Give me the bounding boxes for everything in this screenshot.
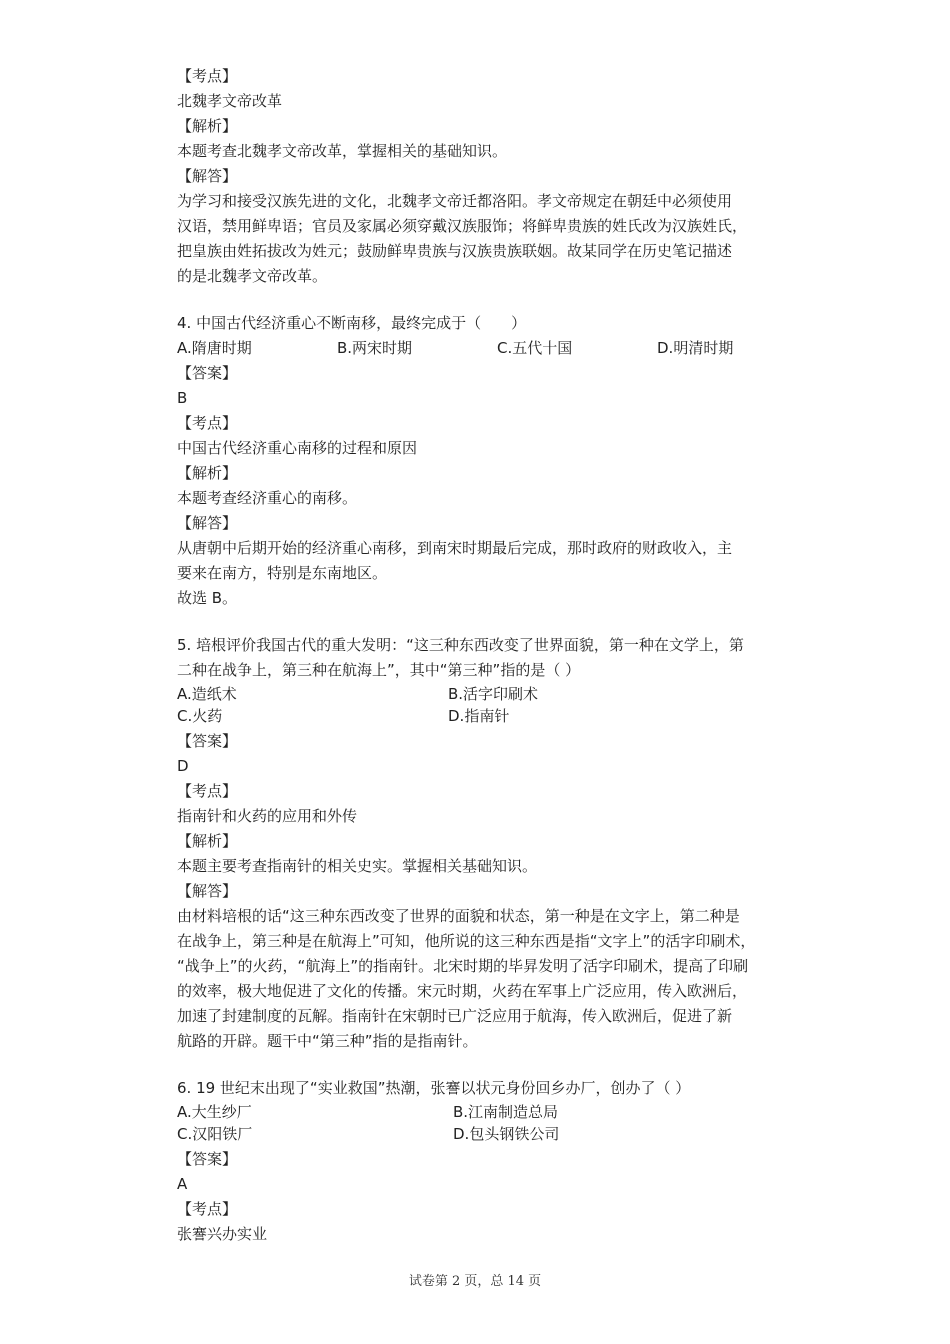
q5-options-row2 — [177, 705, 817, 729]
q3-jieda-line: 汉语，禁用鲜卑语；官员及家属必须穿戴汉族服饰；将鲜卑贵族的姓氏改为汉族姓氏， — [177, 217, 748, 235]
q4-jiexi: 本题考查经济重心的南移。 — [177, 489, 358, 507]
q5-daan: D — [177, 757, 189, 775]
q3-kaodian: 北魏孝文帝改革 — [177, 92, 283, 110]
q4-stem: 4. 中国古代经济重心不断南移，最终完成于（ ） — [177, 314, 527, 332]
q5-stem-line: 5. 培根评价我国古代的重大发明：“这三种东西改变了世界面貌，第一种在文学上，第 — [177, 636, 744, 654]
q5-option-a: A.造纸术 — [177, 685, 237, 703]
q4-option-d: D.明清时期 — [657, 339, 734, 357]
q4-daan: B — [177, 389, 188, 407]
q5-jieda-line: 航路的开辟。题干中“第三种”指的是指南针。 — [177, 1032, 478, 1050]
page-footer: 试卷第 2 页，总 14 页 — [408, 1274, 542, 1289]
q5-jiexi: 本题主要考查指南针的相关史实。掌握相关基础知识。 — [177, 857, 538, 875]
q4-jiexi-label: 【解析】 — [177, 464, 238, 482]
q4-daan-label: 【答案】 — [177, 364, 238, 382]
q5-jieda-line: “战争上”的火药，“航海上”的指南针。北宋时期的毕昇发明了活字印刷术，提高了印刷 — [177, 957, 749, 975]
q6-stem: 6. 19 世纪末出现了“实业救国”热潮，张謇以状元身份回乡办厂，创办了（ ） — [177, 1079, 691, 1097]
q3-jieda-line: 把皇族由姓拓拔改为姓元；鼓励鲜卑贵族与汉族贵族联姻。故某同学在历史笔记描述 — [177, 242, 733, 260]
q6-kaodian-label: 【考点】 — [177, 1200, 238, 1218]
q6-options-row1 — [177, 1101, 817, 1123]
q3-jiexi: 本题考查北魏孝文帝改革，掌握相关的基础知识。 — [177, 142, 508, 160]
q3-jiexi-label: 【解析】 — [177, 117, 238, 135]
q5-kaodian: 指南针和火药的应用和外传 — [177, 807, 358, 825]
q6-kaodian: 张謇兴办实业 — [177, 1225, 268, 1243]
q4-kaodian: 中国古代经济重心南移的过程和原因 — [177, 439, 418, 457]
q4-kaodian-label: 【考点】 — [177, 414, 238, 432]
q4-options — [177, 336, 817, 361]
q4-option-b: B.两宋时期 — [337, 339, 413, 357]
q6-option-d: D.包头钢铁公司 — [453, 1125, 560, 1143]
q4-option-a: A.隋唐时期 — [177, 339, 252, 357]
q6-options-row2 — [177, 1123, 817, 1147]
q5-jieda-line: 加速了封建制度的瓦解。指南针在宋朝时已广泛应用于航海，传入欧洲后，促进了新 — [177, 1007, 733, 1025]
q4-jieda-line: 要来在南方，特别是东南地区。 — [177, 564, 388, 582]
q3-kaodian-label: 【考点】 — [177, 67, 238, 85]
q6-option-c: C.汉阳铁厂 — [177, 1125, 253, 1143]
page-content — [177, 64, 817, 1247]
q5-option-d: D.指南针 — [448, 707, 510, 725]
q6-daan: A — [177, 1175, 188, 1193]
q3-jieda-line: 为学习和接受汉族先进的文化，北魏孝文帝迁都洛阳。孝文帝规定在朝廷中必须使用 — [177, 192, 733, 210]
q4-jieda-line: 故选 B。 — [177, 589, 238, 607]
q3-jieda-line: 的是北魏孝文帝改革。 — [177, 267, 328, 285]
q6-option-b: B.江南制造总局 — [453, 1103, 559, 1121]
q5-jieda-line: 的效率，极大地促进了文化的传播。宋元时期，火药在军事上广泛应用，传入欧洲后， — [177, 982, 748, 1000]
q5-jieda-line: 在战争上，第三种是在航海上”可知，他所说的这三种东西是指“文字上”的活字印刷术， — [177, 932, 756, 950]
q5-kaodian-label: 【考点】 — [177, 782, 238, 800]
q5-option-b: B.活字印刷术 — [448, 685, 539, 703]
q6-option-a: A.大生纱厂 — [177, 1103, 252, 1121]
q5-jiexi-label: 【解析】 — [177, 832, 238, 850]
q5-jieda-line: 由材料培根的话“这三种东西改变了世界的面貌和状态，第一种是在文字上，第二种是 — [177, 907, 740, 925]
q3-jieda-label: 【解答】 — [177, 167, 238, 185]
q5-jieda-label: 【解答】 — [177, 882, 238, 900]
q5-option-c: C.火药 — [177, 707, 223, 725]
q4-option-c: C.五代十国 — [497, 339, 573, 357]
q4-jieda-line: 从唐朝中后期开始的经济重心南移，到南宋时期最后完成，那时政府的财政收入，主 — [177, 539, 733, 557]
q4-jieda-label: 【解答】 — [177, 514, 238, 532]
q5-daan-label: 【答案】 — [177, 732, 238, 750]
q6-daan-label: 【答案】 — [177, 1150, 238, 1168]
q5-stem-line: 二种在战争上，第三种在航海上”，其中“第三种”指的是（ ） — [177, 661, 581, 679]
q5-options-row1 — [177, 683, 817, 705]
